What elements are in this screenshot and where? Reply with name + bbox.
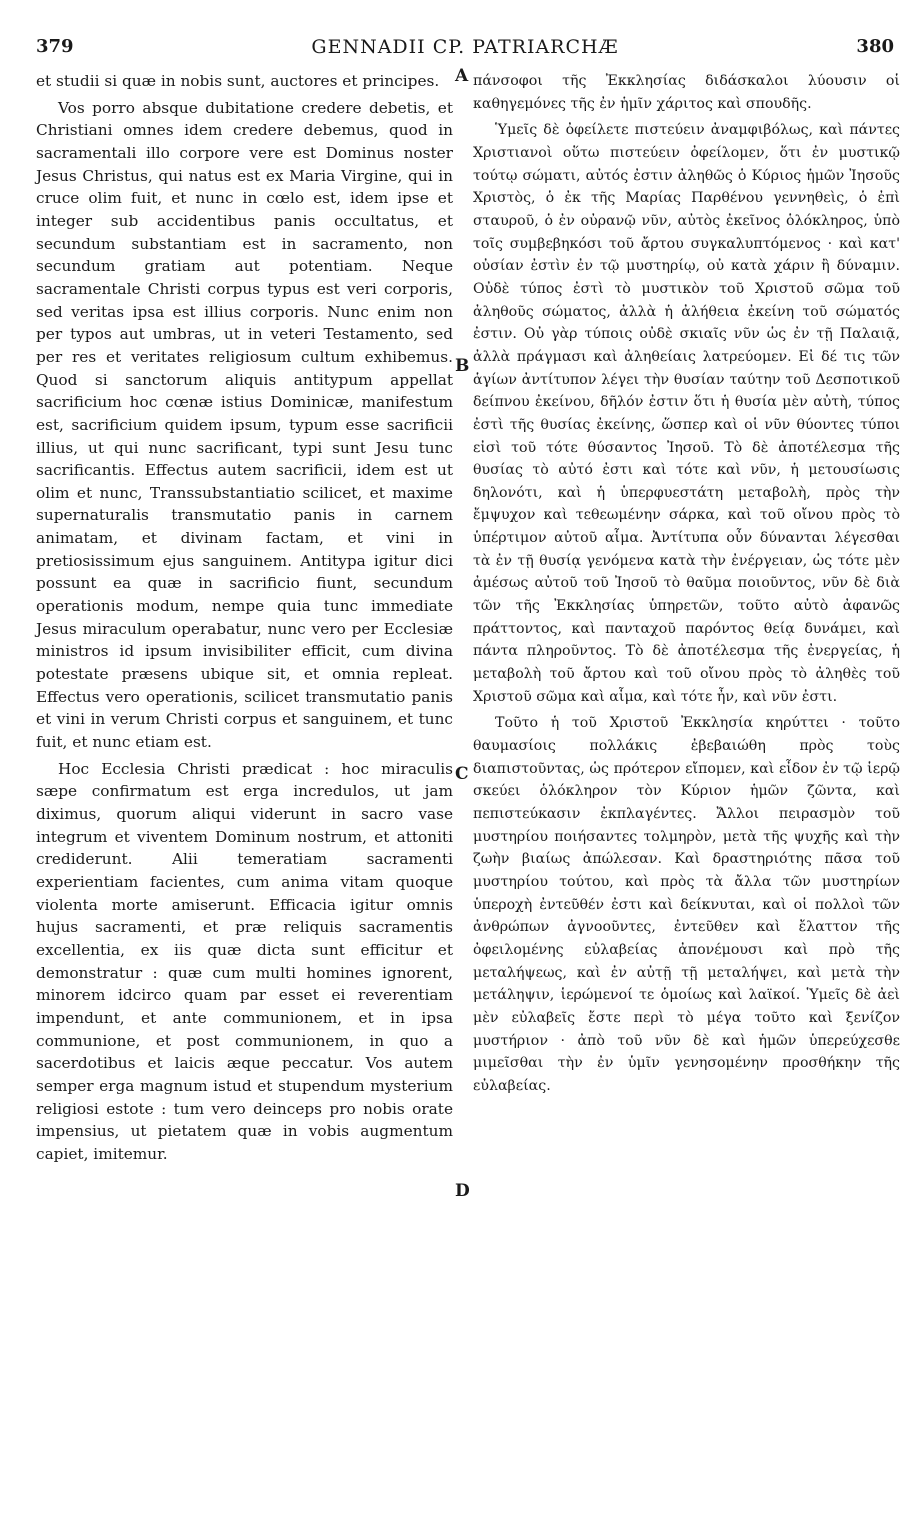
latin-paragraph: Hoc Ecclesia Christi prædicat : hoc miraculis sæpe confirmatum est erga incredulos, ut jam diximus, quorum aliqui viderunt in sacro vase integrum et viventem Dominum nostrum, et attoniti crediderunt. Alii temeratiam sacramenti experientiam facientes, cum anima vitam quoque violenta morte amiserunt. Efficacia igitur omnis hujus sacramenti, et præ reliquis sacramentis excellentia, ex iis quæ dicta sunt efficitur et demonstratur : quæ cum multi homines ignorent, minorem idcirco quam par esset ei reverentiam impendunt, et ante communionem, et in ipsa communione, et post communionem, in quo a sacerdotibus et laicis æque peccatur. Vos autem semper erga magnum istud et stupendum mysterium religiosi estote : tum vero deinceps pro nobis orate impensius, ut pietatem quæ in vobis augmentum capiet, imitemur. — [36, 759, 453, 1163]
greek-paragraph: Ὑμεῖς δὲ ὀφείλετε πιστεύειν ἀναμφιβόλως, καὶ πάντες Χριστιανοὶ οὕτω πιστεύειν ὀφείλομεν, ὅτι ἐν μυστικῷ τούτῳ σώματι, αὐτός ἐστιν ἀληθῶς ὁ Κύριος ἡμῶν Ἰησοῦς Χριστὸς, ὁ ἐκ τῆς Μαρίας Παρθένου γεννηθεὶς, ὁ ἐπὶ σταυροῦ, ὁ ἐν οὐρανῷ νῦν, αὐτὸς ἐκεῖνος ὁλόκληρος, ὑπὸ τοῖς συμβεβηκόσι τοῦ ἄρτου συγκαλυπτόμενος · καὶ κατ' οὐσίαν ἐστὶν ἐν τῷ μυστηρίῳ, οὐ κατὰ χάριν ἢ δύναμιν. Οὐδὲ τύπος ἐστὶ τὸ μυστικὸν τοῦ Χριστοῦ σῶμα τοῦ ἀληθοῦς σώματος, ἀλλὰ ἡ ἀλήθεια ἐκείνη τοῦ σώματός ἐστιν. Οὐ γὰρ τύποις οὐδὲ σκιαῖς νῦν ὡς ἐν τῇ Παλαιᾷ, ἀλλὰ πράγμασι καὶ ἀληθείαις λατρεύομεν. Εἰ δέ τις τῶν ἁγίων ἀντίτυπον λέγει τὴν θυσίαν ταύτην τοῦ Δεσποτικοῦ δείπνου ἐκείνου, δῆλόν ἐστιν ὅτι ἡ θυσία μὲν αὐτὴ, τύπος ἐστὶ τῆς θυσίας ἐκείνης, ὥσπερ καὶ οἱ νῦν θύοντες τύποι εἰσὶ τοῦ τότε θύσαντος Ἰησοῦ. Τὸ δὲ ἀποτέλεσμα τῆς θυσίας τὸ αὐτό ἐστι καὶ τότε καὶ νῦν, ἡ μετουσίωσις δηλονότι, καὶ ἡ ὑπερφυεστάτη μεταβολὴ, πρὸς τὴν ἔμψυχον καὶ τεθεωμένην σάρκα, καὶ τοῦ οἴνου πρὸς τὸ ὑπέρτιμον αὐτοῦ αἷμα. Ἀντίτυπα οὖν δύνανται λέγεσθαι τὰ ἐν τῇ θυσίᾳ γενόμενα κατὰ τὴν ἐνέργειαν, ὡς τότε μὲν ἀμέσως αὐτοῦ τοῦ Ἰησοῦ τὸ θαῦμα ποιοῦντος, νῦν δὲ διὰ τῶν τῆς Ἐκκλησίας ὑπηρετῶν, τοῦτο αὐτὸ ἀφανῶς πράττοντος, καὶ πανταχοῦ παρόντος θείᾳ δυνάμει, καὶ πάντα πληροῦντος. Τὸ δὲ ἀποτέλεσμα τῆς ἐνεργείας, ἡ μεταβολὴ τοῦ ἄρτου καὶ τοῦ οἴνου πρὸς τὸ ἀληθὲς τοῦ Χριστοῦ σῶμα καὶ αἷμα, καὶ τότε ἦν, καὶ νῦν ἐστι. — [473, 122, 900, 705]
page-header — [36, 36, 894, 66]
page-number-left: 379 — [36, 36, 74, 57]
latin-paragraph: Vos porro absque dubitatione credere debetis, et Christiani omnes idem credere debemus, quod in sacramentali illo corpore vere est Dominus noster Jesus Christus, qui natus est ex Maria Virgine, qui in cruce olim fuit, et nunc in cœlo est, idem ipse et integer sub accidentibus panis occultatus, et secundum substantiam est in sacramento, non secundum gratiam aut potentiam. Neque sacramentale Christi corpus typus est veri corporis, sed veritas ipsa est illius corporis. Nunc enim non per typos aut umbras, ut in veteri Testamento, sed per res et veritates religiosum cultum exhibemus. Quod si sanctorum aliquis antitypum appellat sacrificium hoc cœnæ istius Dominicæ, manifestum est, sacrificium quidem ipsum, typum esse sacrificii illius, ut qui nunc sacrificant, typi sunt Jesu tunc sacrificantis. Effectus autem sacrificii, idem est ut olim et nunc, Transsubstantiatio scilicet, et maxime supernaturalis transmutatio panis in carnem animatam, et divinam factam, et vini in pretiosissimum ejus sanguinem. Antitypa igitur dici possunt ea quæ in sacrificio fiunt, secundum operationis modum, nempe quia tunc immediate Jesus miraculum operabatur, nunc vero per Ecclesiæ ministros id ipsum invisibiliter efficit, cum divina potestate præsens ubique sit, et omnia repleat. Effectus vero operationis, scilicet transmutatio panis et vini in verum Christi corpus et sanguinem, et tunc fuit, et nunc etiam est. — [36, 98, 453, 752]
latin-paragraph: et studii si quæ in nobis sunt, auctores et principes. — [36, 72, 440, 90]
margin-marker-b: B — [455, 356, 470, 376]
greek-paragraph: πάνσοφοι τῆς Ἐκκλησίας διδάσκαλοι λύουσιν οἱ καθηγεμόνες τῆς ἐν ἡμῖν χάριτος καὶ σπουδῆς. — [473, 73, 900, 112]
margin-marker-d: D — [455, 1181, 470, 1201]
page-number-right: 380 — [856, 36, 894, 57]
margin-marker-a: A — [455, 66, 469, 86]
running-title: GENNADII CP. PATRIARCHÆ — [311, 36, 619, 58]
greek-paragraph: Τοῦτο ἡ τοῦ Χριστοῦ Ἐκκλησία κηρύττει · τοῦτο θαυμασίοις πολλάκις ἐβεβαιώθη πρὸς τοὺς διαπιστοῦντας, ὡς πρότερον εἴπομεν, καὶ εἶδον ἐν τῷ ἱερῷ σκεύει ὁλόκληρον τὸν Κύριον ἡμῶν ζῶντα, καὶ πεπιστεύκασιν ἐκπλαγέντες. Ἄλλοι πειρασμὸν τοῦ μυστηρίου ποιήσαντες τολμηρὸν, μετὰ τῆς ψυχῆς καὶ τὴν ζωὴν βιαίως ἀπώλεσαν. Καὶ δραστηριότης πᾶσα τοῦ μυστηρίου τούτου, καὶ πρὸς τὰ ἄλλα τῶν μυστηρίων ὑπεροχὴ ἐντεῦθέν ἐστι καὶ δείκνυται, καὶ οἱ πολλοὶ τῶν ἀνθρώπων ἀγνοοῦντες, ἐντεῦθεν καὶ ἔλαττον τῆς ὀφειλομένης εὐλαβείας ἀπονέμουσι καὶ πρὸ τῆς μεταλήψεως, καὶ ἐν αὐτῇ τῇ μεταλήψει, καὶ μετὰ τὴν μετάληψιν, ἱερώμενοί τε ὁμοίως καὶ λαϊκοί. Ὑμεῖς δὲ ἀεὶ μὲν εὐλαβεῖς ἔστε περὶ τὸ μέγα τοῦτο καὶ ξενίζον μυστήριον · ἀπὸ τοῦ νῦν δὲ καὶ ἡμῶν ὑπερεύχεσθε μιμεῖσθαι τὴν ἐν ὑμῖν γενησομένην προσθήκην τῆς εὐλαβείας. — [473, 715, 900, 1094]
greek-column — [473, 70, 900, 1098]
latin-column — [36, 70, 453, 1166]
margin-marker-c: C — [455, 764, 469, 784]
